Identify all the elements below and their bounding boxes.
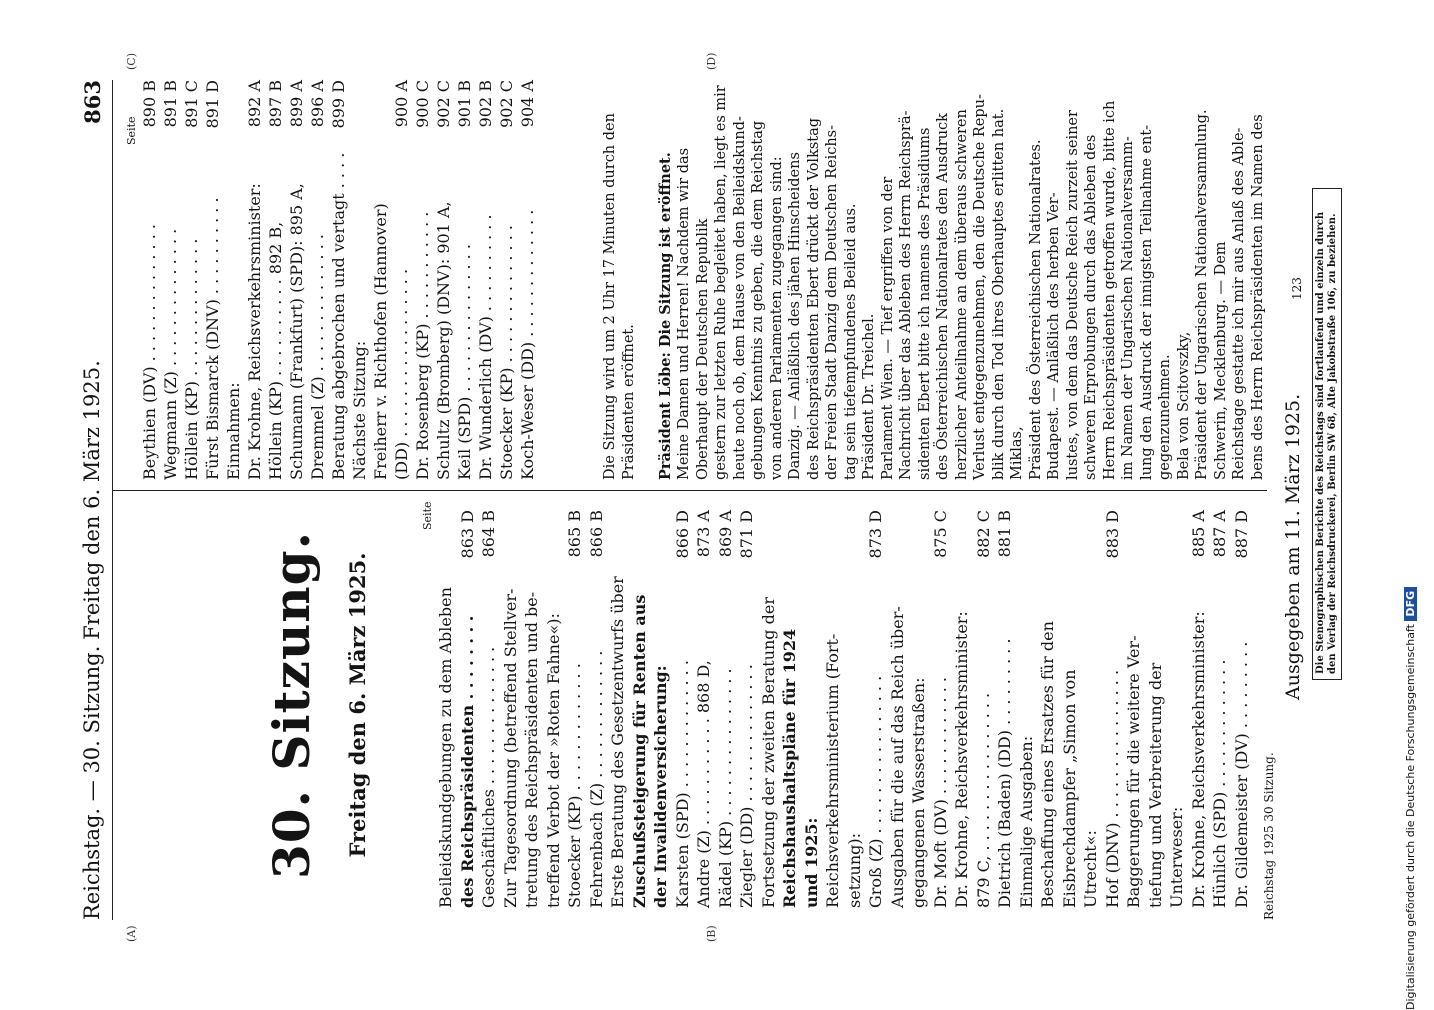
proceedings-line: des Österreichischen Nationalrates den Ausdruck <box>935 113 951 480</box>
toc-page-ref: 899 D <box>329 80 348 129</box>
toc-entry: Dr. Krohne, Reichsverkehrsminister: <box>952 611 971 908</box>
seite-label-left: Seite <box>421 501 434 530</box>
toc-page-ref: 901 B <box>455 80 474 128</box>
toc-entry: tretung des Reichspräsidenten und be- <box>522 591 541 908</box>
proceedings-line: von anderen Parlamenten zugegangen sind: <box>768 156 785 480</box>
toc-entry: Einnahmen: <box>224 382 243 480</box>
toc-entry: Dr. Wunderlich (DV) . . . . . . . . . . <box>476 214 495 480</box>
toc-entry: Hof (DNV) . . . . . . . . . . . . . . . <box>1102 669 1122 908</box>
proceedings-line: Präsidenten eröffnet. <box>620 324 637 480</box>
proceedings-line: lung den Ausdruck der innigsten Teilnahme ent- <box>1138 124 1155 480</box>
toc-page-ref: 883 D <box>1102 510 1122 559</box>
toc-entry: Dremmel (Z) . . . . . . . . . . . . . . <box>308 234 327 480</box>
proceedings-line: gegenzunehmen. <box>1157 354 1173 480</box>
toc-page-ref: 864 B <box>479 510 498 558</box>
proceedings-line: Budapest. — Anläßlich des herben Ver- <box>1046 192 1062 480</box>
toc-entry: Rädel (KP) . . . . . . . . . . . . . . . <box>715 668 735 908</box>
toc-page-ref: 900 A <box>392 80 411 128</box>
toc-entry: Baggerungen für die weitere Ver- <box>1124 635 1143 908</box>
proceedings-line: gestern zur letzten Ruhe begleitet haben, liegt es mir <box>713 85 729 480</box>
toc-entry: Höllein (KP) . . . . . . . . . . 892 B, <box>266 221 285 480</box>
toc-page-ref: 873 A <box>694 510 713 558</box>
proceedings-line: Präsident des Österreichischen Nationalrates. <box>1027 139 1044 480</box>
toc-entry: der Invalidenversicherung: <box>651 665 670 908</box>
toc-entry: Hünlich (SPD) . . . . . . . . . . . . . <box>1210 659 1229 908</box>
toc-entry: Wegmann (Z) . . . . . . . . . . . . . . <box>161 228 180 480</box>
proceedings-line: schweren Erprobungen durch das Ableben des <box>1083 134 1099 480</box>
proceedings-line: Oberhaupt der Deutschen Republik <box>694 218 711 480</box>
proceedings-line: heute noch ob, dem Hause von den Beileidskund- <box>731 116 748 480</box>
toc-page-ref: 891 B <box>161 80 180 128</box>
proceedings-line: Präsident der Ungarischen Nationalversammlung. <box>1194 109 1210 480</box>
dfg-credit-text: Digitalisierung gefördert durch die Deutsche Forschungsgemeinschaft <box>1404 624 1417 1010</box>
side-credit <box>1404 10 1430 1010</box>
toc-page-ref: 863 D <box>457 510 477 559</box>
toc-page-ref: 902 C <box>497 80 516 128</box>
toc-entry: Dietrich (Baden) (DD) . . . . . . . . . <box>995 638 1014 908</box>
toc-page-ref: 866 D <box>672 510 692 559</box>
seite-label-right: Seite <box>125 116 138 145</box>
proceedings-line: Meine Damen und Herren! Nachdem wir das <box>676 147 692 480</box>
toc-entry: treffend Verbot der »Roten Fahne«): <box>543 613 563 908</box>
running-header <box>80 80 110 920</box>
header-date: Freitag den 6. März 1925. <box>80 360 104 640</box>
toc-entry: Nächste Sitzung: <box>350 340 369 480</box>
session-title: 30. Sitzung. <box>262 530 321 880</box>
proceedings-line: des Reichspräsidenten Ebert drückt der Volkstag <box>805 117 822 480</box>
toc-entry: (DD) . . . . . . . . . . . . . . . . . <box>392 268 411 480</box>
session-date: Freitag den 6. März 1925. <box>345 552 370 858</box>
toc-page-ref: 899 A <box>287 80 306 128</box>
toc-entry: Zur Tagesordnung (betreffend Stellver- <box>500 588 520 908</box>
proceedings-line: Reichstage gestatte ich mir aus Anlaß des Able- <box>1231 127 1247 480</box>
header-left: Reichstag. — 30. Sitzung. <box>80 645 104 920</box>
proceedings-line: Präsident Löbe: Die Sitzung ist eröffnet. <box>656 152 674 480</box>
toc-entry: Zuschußsteigerung für Renten aus <box>629 594 649 908</box>
toc-page-ref: 904 A <box>518 80 537 128</box>
proceedings-line: Nachricht über das Ableben des Herrn Reichsprä- <box>898 110 914 480</box>
proceedings-line: Präsident Dr. Treichel. <box>861 313 877 480</box>
toc-entry: setzung): <box>844 832 864 908</box>
toc-entry: Dr. Krohne, Reichsverkehrsminister: <box>1188 611 1208 908</box>
margin-mark-b: (B) <box>705 925 718 942</box>
toc-page-ref: 892 A <box>245 80 264 128</box>
header-rule <box>112 80 113 920</box>
proceedings-line: gebungen Kenntnis zu geben, die dem Reichstag <box>750 120 766 480</box>
toc-entry: Keil (SPD) . . . . . . . . . . . . . . . <box>455 244 474 480</box>
margin-mark-c: (C) <box>125 53 138 70</box>
toc-page-ref: 869 A <box>715 510 735 558</box>
toc-entry: Fehrenbach (Z) . . . . . . . . . . . . . <box>586 650 606 908</box>
toc-entry: Reichshaushaltspläne für 1924 <box>780 628 799 908</box>
toc-page-ref: 887 A <box>1210 510 1229 558</box>
toc-page-ref: 873 D <box>866 510 885 559</box>
margin-mark-a: (A) <box>125 925 138 942</box>
toc-page-ref: 900 C <box>413 80 432 128</box>
toc-page-ref: 866 B <box>586 510 606 558</box>
toc-entry: Beythien (DV) . . . . . . . . . . . . . . <box>140 224 159 480</box>
toc-page-ref: 890 B <box>140 80 159 128</box>
toc-entry: Fürst Bismarck (DNV) . . . . . . . . . . <box>203 197 222 480</box>
toc-entry: Geschäftliches . . . . . . . . . . . . . . <box>479 646 498 908</box>
publisher-note-box: Die Stenographischen Berichte des Reichstags sind fortlaufend und einzeln durch den Verlag der Reichsdruckerei, Berlin SW 68, Alte Jakobstraße 106, zu beziehen. <box>1312 188 1342 680</box>
toc-entry: Ausgaben für die auf das Reich über- <box>887 606 907 908</box>
toc-entry: gegangenen Wasserstraßen: <box>909 677 928 908</box>
toc-page-ref: 891 D <box>203 80 222 129</box>
toc-page-ref: 891 C <box>182 80 201 128</box>
toc-page-ref: 902 B <box>476 80 495 128</box>
footer-left: Reichstag 1925 30 Sitzung. <box>1262 752 1276 920</box>
toc-page-ref: 875 C <box>930 510 950 558</box>
proceedings-line: lustes, von dem das Deutsche Reich zurzeit seiner <box>1064 110 1081 480</box>
page-number: 863 <box>80 80 105 124</box>
proceedings-line: sidenten Ebert bitte ich namens des Präsidiums <box>916 127 933 480</box>
toc-entry: Stoecker (KP) . . . . . . . . . . . . . . <box>497 225 516 480</box>
toc-page-ref: 887 D <box>1231 510 1251 559</box>
toc-entry: des Reichspräsidenten . . . . . . . . <box>457 615 477 908</box>
toc-page-ref: 871 D <box>737 510 756 559</box>
toc-entry: Utrecht«: <box>1081 830 1100 908</box>
toc-entry: Dr. Krohne, Reichsverkehrsminister: <box>245 183 264 480</box>
proceedings-line: Schwerin, Mecklenburg. — Dem <box>1212 241 1229 480</box>
toc-page-ref: 881 B <box>995 510 1014 558</box>
toc-entry: Eisbrechdampfer „Simon von <box>1059 669 1079 908</box>
proceedings-line: Verlust entgegenzunehmen, den die Deutsche Repu- <box>972 94 988 480</box>
proceedings-line: Die Sitzung wird um 2 Uhr 17 Minuten durch den <box>602 113 618 480</box>
sheet-number: 123 <box>1290 277 1304 300</box>
toc-entry: Koch-Weser (DD) . . . . . . . . . . . . . <box>518 209 537 480</box>
margin-mark-d: (D) <box>705 52 718 70</box>
toc-entry: Reichsverkehrsministerium (Fort- <box>823 633 842 908</box>
proceedings-line: Bela von Scitovszky, <box>1175 331 1192 480</box>
proceedings-line: bens des Herrn Reichspräsidenten im Namen des <box>1249 114 1266 480</box>
toc-page-ref: 865 B <box>565 510 584 558</box>
toc-entry: Fortsetzung der zweiten Beratung der <box>758 597 778 908</box>
dfg-logo: DFG <box>1404 587 1417 621</box>
toc-entry: Groß (Z) . . . . . . . . . . . . . . . . <box>866 675 885 908</box>
proceedings-line: Parlament Wien. — Tief ergriffen von der <box>879 176 896 480</box>
toc-page-ref: 882 C <box>973 510 993 558</box>
toc-entry: Andre (Z) . . . . . . . . . . . 868 D, <box>694 660 713 908</box>
toc-entry: Dr. Gildemeister (DV) . . . . . . . . . <box>1231 641 1251 908</box>
toc-entry: Stoecker (KP) . . . . . . . . . . . . . <box>565 663 584 908</box>
toc-entry: Beschaffung eines Ersatzes für den <box>1038 621 1057 908</box>
toc-entry: Erste Beratung des Gesetzentwurfs über <box>608 576 627 908</box>
proceedings-line: Danzig. — Anläßlich des jähen Hinscheidens <box>787 152 803 480</box>
toc-entry: Schultz (Bromberg) (DNV): 901 A, <box>434 201 453 480</box>
toc-page-ref: 902 C <box>434 80 453 128</box>
toc-entry: tiefung und Verbreiterung der <box>1145 662 1165 908</box>
toc-entry: Unterweser: <box>1167 806 1186 908</box>
toc-page-ref: 896 A <box>308 80 327 128</box>
toc-page-ref: 885 A <box>1188 510 1208 558</box>
toc-entry: Höllein (KP) . . . . . . . . . . . . . . <box>182 238 201 480</box>
proceedings-line: Herrn Reichspräsidenten getroffen wurde, bitte ich <box>1101 100 1118 480</box>
toc-entry: Ziegler (DD) . . . . . . . . . . . . . . <box>737 664 756 908</box>
toc-page-ref: 897 B <box>266 80 285 128</box>
proceedings-line: Miklas, <box>1009 426 1025 480</box>
proceedings-line: blik durch den Tod ihres Oberhauptes erlitten hat. <box>990 108 1007 480</box>
toc-entry: Karsten (SPD) . . . . . . . . . . . . . <box>672 660 692 908</box>
proceedings-line: tag sein tiefempfundenes Beileid aus. <box>842 203 859 480</box>
toc-entry: und 1925: <box>801 817 821 908</box>
proceedings-line: im Namen der Ungarischen Nationalversamm- <box>1120 136 1136 480</box>
toc-entry: Einmalige Ausgaben: <box>1016 735 1036 908</box>
issue-date: Ausgegeben am 11. März 1925. <box>1282 393 1304 700</box>
proceedings-line: der Freien Stadt Danzig dem Deutschen Reichs- <box>824 124 840 480</box>
toc-entry: Beileidskundgebungen zu dem Ableben <box>436 587 455 908</box>
toc-entry: Beratung abgebrochen und vertagt . . . . <box>329 152 348 480</box>
toc-entry: Freiherr v. Richthofen (Hannover) <box>371 203 390 480</box>
toc-entry: Dr. Rosenberg (KP) . . . . . . . . . . . <box>413 211 432 480</box>
proceedings-line: herzlicher Anteilnahme an dem überaus schweren <box>953 109 970 480</box>
toc-entry: Schumann (Frankfurt) (SPD): 895 A, <box>287 183 306 480</box>
toc-entry: Dr. Moft (DV) . . . . . . . . . . . . <box>930 677 950 908</box>
toc-entry: 879 C, . . . . . . . . . . . . . . . . <box>973 692 993 908</box>
